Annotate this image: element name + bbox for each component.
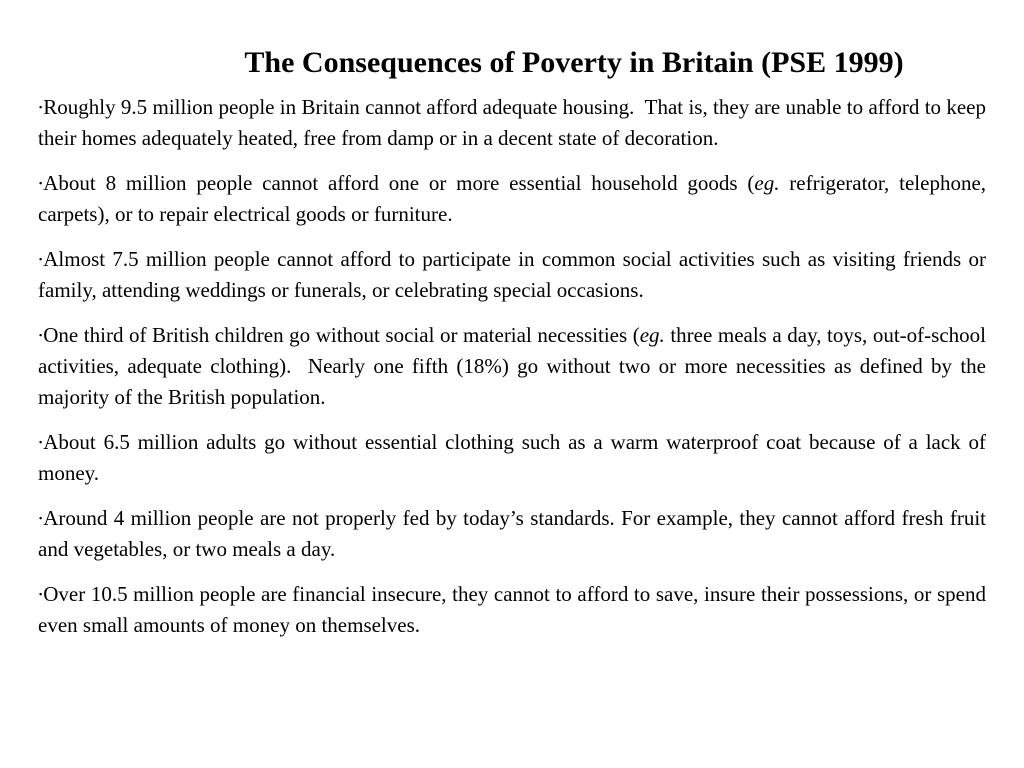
bullet-list xyxy=(38,92,986,641)
bullet-item-social-activities xyxy=(38,244,986,306)
bullet-item-financial xyxy=(38,579,986,641)
bullet-text-after: three meals a day, toys, out-of-school activities, adequate clothing). Nearly one fifth (18%) go without two or more necessities as defined by the majority of the British population. xyxy=(38,323,986,409)
bullet-dot-icon: ∙ xyxy=(38,247,44,271)
bullet-text: Over 10.5 million people are financial insecure, they cannot to afford to save, insure their possessions, or spend even small amounts of money on themselves. xyxy=(38,582,986,637)
bullet-item-food xyxy=(38,503,986,565)
bullet-text: About 6.5 million adults go without essential clothing such as a warm waterproof coat because of a lack of money. xyxy=(38,430,986,485)
bullet-dot-icon: ∙ xyxy=(38,430,44,454)
bullet-text-after: refrigerator, telephone, carpets), or to repair electrical goods or furniture. xyxy=(38,171,987,226)
bullet-dot-icon: ∙ xyxy=(38,171,44,195)
bullet-eg: eg. xyxy=(639,323,665,347)
bullet-item-children xyxy=(38,320,986,413)
bullet-dot-icon: ∙ xyxy=(38,323,44,347)
bullet-text: Around 4 million people are not properly fed by today’s standards. For example, they cannot afford fresh fruit and vegetables, or two meals a day. xyxy=(38,506,986,561)
bullet-text: Almost 7.5 million people cannot afford to participate in common social activities such as visiting friends or family, attending weddings or funerals, or celebrating special occasions. xyxy=(38,247,986,302)
slide-title: The Consequences of Poverty in Britain (PSE 1999) xyxy=(244,46,904,79)
bullet-eg: eg. xyxy=(754,171,780,195)
bullet-text: About 8 million people cannot afford one or more essential household goods ( xyxy=(43,171,755,195)
bullet-text: Roughly 9.5 million people in Britain cannot afford adequate housing. That is, they are unable to afford to keep their homes adequately heated, free from damp or in a decent state of decoration. xyxy=(38,95,986,150)
bullet-dot-icon: ∙ xyxy=(38,506,44,530)
bullet-item-clothing xyxy=(38,427,986,489)
bullet-dot-icon: ∙ xyxy=(38,582,44,606)
bullet-dot-icon: ∙ xyxy=(38,95,44,119)
bullet-item-housing xyxy=(38,92,986,154)
bullet-text: One third of British children go without social or material necessities ( xyxy=(43,323,640,347)
bullet-item-household-goods xyxy=(38,168,986,230)
